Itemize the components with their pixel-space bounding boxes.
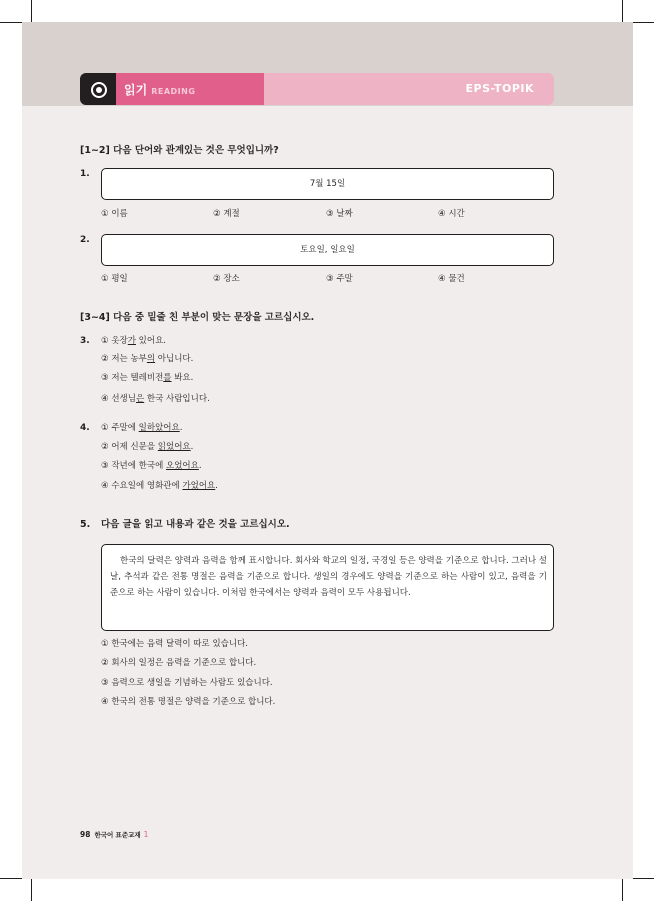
question-2-option[interactable]: ① 평일 [101,274,128,284]
header-title-block [116,73,264,105]
question-3-option[interactable] [101,393,210,405]
question-5-option[interactable]: ④ 한국의 전통 명절은 양력을 기준으로 합니다. [101,697,276,707]
header-icon-block [80,73,116,105]
section3-instruction: 다음 글을 읽고 내용과 같은 것을 고르십시오. [101,519,290,530]
question-1-prompt: 7월 15일 [309,179,346,189]
crop-mark [632,22,654,23]
question-1-number: 1. [80,169,90,179]
underlined-part: 읽었어요 [157,442,191,452]
header-brand-block [264,73,554,105]
crop-mark [632,878,654,879]
option-text: ① 옷장 [101,336,128,346]
section-title-en: READING [151,87,196,96]
question-2-prompt-box [101,234,554,266]
option-text: 한국 사람입니다. [144,394,210,404]
section1-instruction: [1~2] 다음 단어와 관계있는 것은 무엇입니까? [80,145,279,156]
option-text: . [215,481,218,491]
passage-box [101,544,554,631]
question-3-option[interactable] [101,335,166,347]
section2-instruction: [3~4] 다음 중 밑줄 친 부분이 맞는 문장을 고르십시오. [80,312,315,323]
page-footer [80,829,148,841]
crop-mark [0,878,22,879]
question-2-option[interactable]: ② 장소 [213,274,240,284]
option-text: ① 주말에 [101,423,139,433]
question-1-option[interactable]: ④ 시간 [438,209,465,219]
question-4-option[interactable] [101,460,202,472]
question-3-option[interactable] [101,353,193,365]
question-5-option[interactable]: ③ 음력으로 생일을 기념하는 사람도 있습니다. [101,678,273,688]
option-text: ③ 저는 텔레비전 [101,373,164,383]
reading-icon [91,82,107,98]
crop-mark [622,879,623,901]
question-1-prompt-box [101,168,554,200]
question-5-number: 5. [80,519,91,530]
crop-mark [31,879,32,901]
question-1-option[interactable]: ③ 날짜 [326,209,353,219]
underlined-part: 오었어요 [166,461,199,471]
question-2-number: 2. [80,235,90,245]
underlined-part: 일하았어요 [138,423,180,433]
question-1-option[interactable]: ① 이름 [101,209,128,219]
question-4-option[interactable] [101,422,182,434]
option-text: . [198,461,202,471]
underlined-part: 은 [135,394,145,404]
option-text: . [179,423,183,433]
option-text: ③ 작년에 한국에 [101,461,166,471]
crop-mark [31,0,32,22]
option-text: ② 저는 농부 [101,354,147,364]
option-text: ④ 선생님 [101,394,136,404]
underlined-part: 의 [146,354,156,364]
brand-label: EPS-TOPIK [465,82,534,95]
question-2-option[interactable]: ④ 물건 [438,274,465,284]
textbook-page [22,22,633,879]
option-text: 있어요. [135,336,167,346]
question-3-number: 3. [80,336,90,346]
question-3-option[interactable] [101,372,193,384]
option-text: ② 어제 신문을 [101,442,158,452]
crop-mark [622,0,623,22]
question-5-option[interactable]: ① 한국에는 음력 달력이 따로 있습니다. [101,639,248,649]
underlined-part: 가 [127,336,136,346]
question-2-prompt: 토요일, 일요일 [300,245,355,255]
crop-mark [0,22,22,23]
question-4-number: 4. [80,423,90,433]
question-5-option[interactable]: ② 회사의 일정은 음력을 기준으로 합니다. [101,658,257,668]
option-text: ④ 수요일에 영화관에 [101,481,183,491]
question-4-option[interactable] [101,441,193,453]
option-text: 아닙니다. [155,354,194,364]
option-text: 봐요. [171,373,194,383]
underlined-part: 가었어요 [182,481,216,491]
option-text: . [190,442,194,452]
section-title-ko: 읽기 [124,83,148,97]
underlined-part: 를 [163,373,172,383]
question-1-option[interactable]: ② 계절 [213,209,240,219]
question-4-option[interactable] [101,480,218,492]
passage-text: 한국의 달력은 양력과 음력을 함께 표시합니다. 회사와 학교의 일정, 국경일 등은 양력을 기준으로 합니다. 그러나 설날, 추석과 같은 전통 명절은 음력을 기준으로 합니다. 생일의 경우에도 양력을 기준으로 하는 사람이 있고, 음력을 기준으로 하는 사람이 있습니다. 이처럼 한국에서는 양력과 음력이 모두 사용됩니다. [110,556,547,598]
section-title [124,81,195,98]
book-volume: 1 [143,830,149,839]
book-title: 한국어 표준교재 [94,831,141,839]
page-number: 98 [80,830,91,839]
question-2-option[interactable]: ③ 주말 [326,274,353,284]
